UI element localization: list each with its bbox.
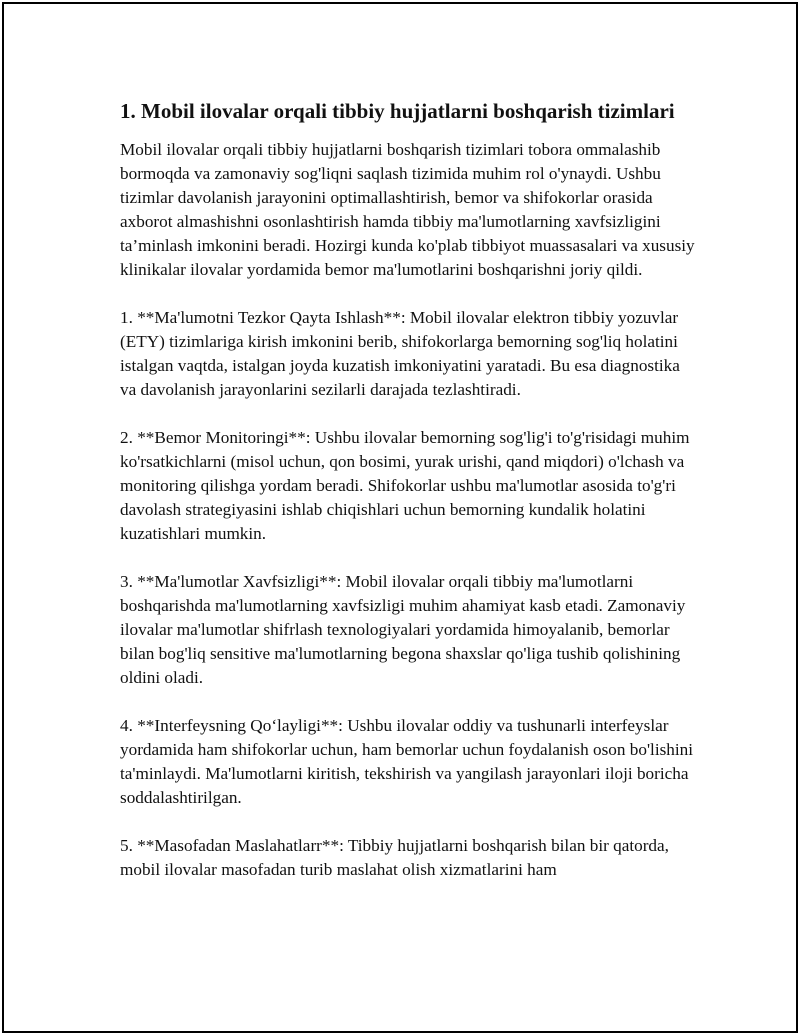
section-heading: 1. Mobil ilovalar orqali tibbiy hujjatlarni boshqarish tizimlari — [120, 99, 675, 123]
paragraph-item-5: 5. **Masofadan Maslahatlarr**: Tibbiy hujjatlarni boshqarish bilan bir qatorda, mobil ilovalar masofadan turib maslahat olish xizmatlarini ham — [120, 836, 669, 879]
document-page — [2, 2, 798, 1033]
paragraph-item-2: 2. **Bemor Monitoringi**: Ushbu ilovalar bemorning sog'lig'i to'g'risidagi muhim ko'rsatkichlarni (misol uchun, qon bosimi, yurak urishi, qand miqdori) o'lchash va monitoring qilishga yordam beradi. Shifokorlar ushbu ma'lumotlar asosida to'g'ri davolash strategiyasini ishlab chiqishlari uchun bemorning kundalik holatini kuzatishlari mumkin. — [120, 428, 690, 543]
paragraph-item-4: 4. **Interfeysning Qo‘layligi**: Ushbu ilovalar oddiy va tushunarli interfeyslar yordamida ham shifokorlar uchun, ham bemorlar uchun foydalanish oson bo'lishini ta'minlaydi. Ma'lumotlarni kiritish, tekshirish va yangilash jarayonlari iloji boricha soddalashtirilgan. — [120, 716, 694, 807]
document-body — [120, 98, 700, 906]
paragraph-item-3: 3. **Ma'lumotlar Xavfsizligi**: Mobil ilovalar orqali tibbiy ma'lumotlarni boshqarishda ma'lumotlarning xavfsizligi muhim ahamiyat kasb etadi. Zamonaviy ilovalar ma'lumotlar shifrlash texnologiyalari yordamida himoyalanib, bemorlar bilan bog'liq sensitive ma'lumotlarning begona shaxslar qo'liga tushib qolishining oldini oladi. — [120, 572, 686, 687]
intro-paragraph: Mobil ilovalar orqali tibbiy hujjatlarni boshqarish tizimlari tobora ommalashib bormoqda va zamonaviy sog'liqni saqlash tizimida muhim rol o'ynaydi. Ushbu tizimlar davolanish jarayonini optimallashtirish, bemor va shifokorlar orasida axborot almashishni osonlashtirish hamda tibbiy ma'lumotlarning xavfsizligini ta’minlash imkonini beradi. Hozirgi kunda ko'plab tibbiyot muassasalari va xususiy klinikalar ilovalar yordamida bemor ma'lumotlarini boshqarishni joriy qildi. — [120, 140, 695, 279]
paragraph-item-1: 1. **Ma'lumotni Tezkor Qayta Ishlash**: Mobil ilovalar elektron tibbiy yozuvlar (ETY) tizimlariga kirish imkonini berib, shifokorlarga bemorning sog'liq holatini istalgan vaqtda, istalgan joyda kuzatish imkoniyatini yaratadi. Bu esa diagnostika va davolanish jarayonlarini sezilarli darajada tezlashtiradi. — [120, 308, 680, 399]
